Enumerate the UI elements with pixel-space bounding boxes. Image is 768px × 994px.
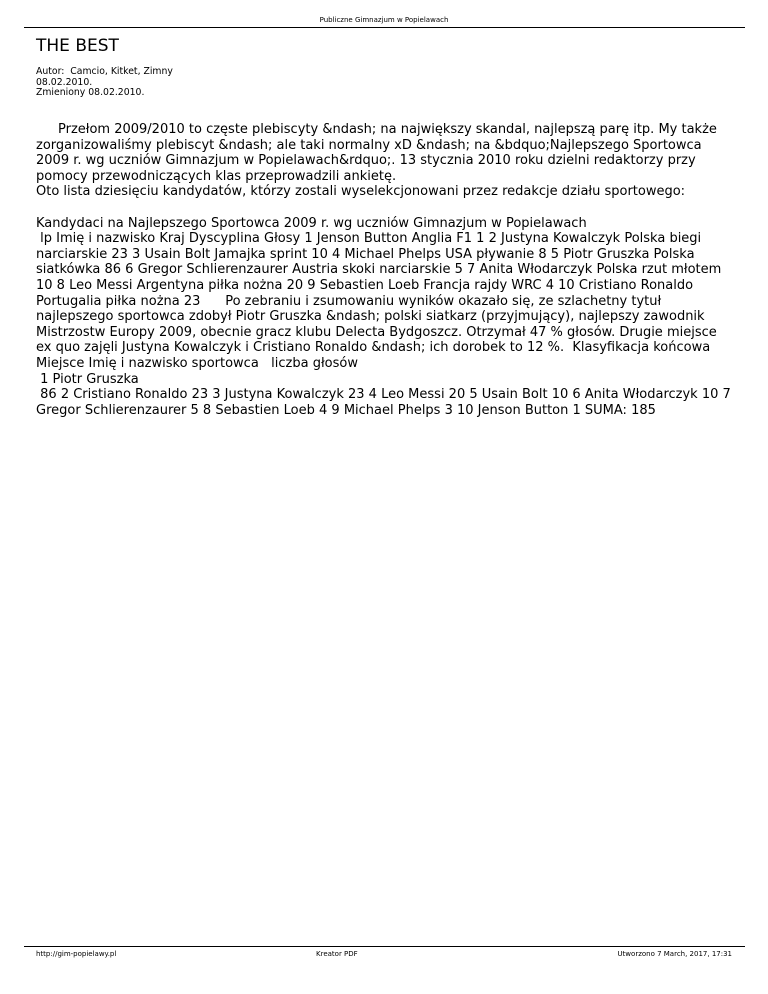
- candidates-block: Kandydaci na Najlepszego Sportowca 2009 r. wg uczniów Gimnazjum w Popielawach lp Imię i nazwisko Kraj Dyscyplina Głosy 1 Jenson Button Anglia F1 1 2 Justyna Kowalczyk Polska biegi narciarskie 23 3 Usain Bolt Jamajka sprint 10 4 Michael Phelps USA pływanie 8 5 Piotr Gruszka Polska siatkówka 86 6 Gregor Schlierenzaurer Austria skoki narciarskie 5 7 Anita Włodarczyk Polska rzut młotem 10 8 Leo Messi Argentyna piłka nożna 20 9 Sebastien Loeb Francja rajdy WRC 4 10 Cristiano Ronaldo Portugalia piłka nożna 23 Po zebraniu i zsumowaniu wyników okazało się, ze szlachetny tytuł najlepszego sportowca zdobył Piotr Gruszka &ndash; polski siatkarz (przyjmujący), najlepszy zawodnik Mistrzostw Europy 2009, obecnie gracz klubu Delecta Bydgoszcz. Otrzymał 47 % głosów. Drugie miejsce ex quo zajęli Justyna Kowalczyk i Cristiano Ronaldo &ndash; ich dorobek to 12 %. Klasyfikacja końcowa Miejsce Imię i nazwisko sportowca liczba głosów 1 Piotr Gruszka 86 2 Cristiano Ronaldo 23 3 Justyna Kowalczyk 23 4 Leo Messi 20 5 Usain Bolt 10 6 Anita Włodarczyk 10 7 Gregor Schlierenzaurer 5 8 Sebastien Loeb 4 9 Michael Phelps 3 10 Jenson Button 1 SUMA: 185: [36, 215, 731, 418]
- header-divider: [24, 27, 745, 28]
- author-line: Autor: Camcio, Kitket, Zimny: [36, 66, 173, 77]
- intro-paragraph: Przełom 2009/2010 to częste plebiscyty &ndash; na największy skandal, najlepszą parę itp. My także zorganizowaliśmy plebiscyt &ndash; ale taki normalny xD &ndash; na &bdquo;Najlepszego Sportowca 2009 r. wg uczniów Gimnazjum w Popielawach&rdquo;. 13 stycznia 2010 roku dzielni redaktorzy przy pomocy przewodniczących klas przeprowadzili ankietę.: [36, 122, 717, 184]
- article-meta: [36, 67, 173, 99]
- page-header-site-name: Publiczne Gimnazjum w Popielawach: [319, 16, 449, 24]
- modified-date: Zmieniony 08.02.2010.: [36, 87, 145, 98]
- paragraph-spacer: [36, 200, 736, 216]
- footer-created: Utworzono 7 March, 2017, 17:31: [617, 950, 732, 958]
- article-body: [36, 122, 736, 418]
- publish-date: 08.02.2010.: [36, 76, 93, 88]
- list-intro: Oto lista dziesięciu kandydatów, którzy zostali wyselekcjonowani przez redakcje działu sportowego:: [36, 184, 686, 200]
- footer-url: http://gim-popielawy.pl: [36, 950, 117, 958]
- article-title: THE BEST: [36, 36, 119, 56]
- footer-divider: [24, 946, 745, 947]
- footer-generator: Kreator PDF: [316, 950, 358, 958]
